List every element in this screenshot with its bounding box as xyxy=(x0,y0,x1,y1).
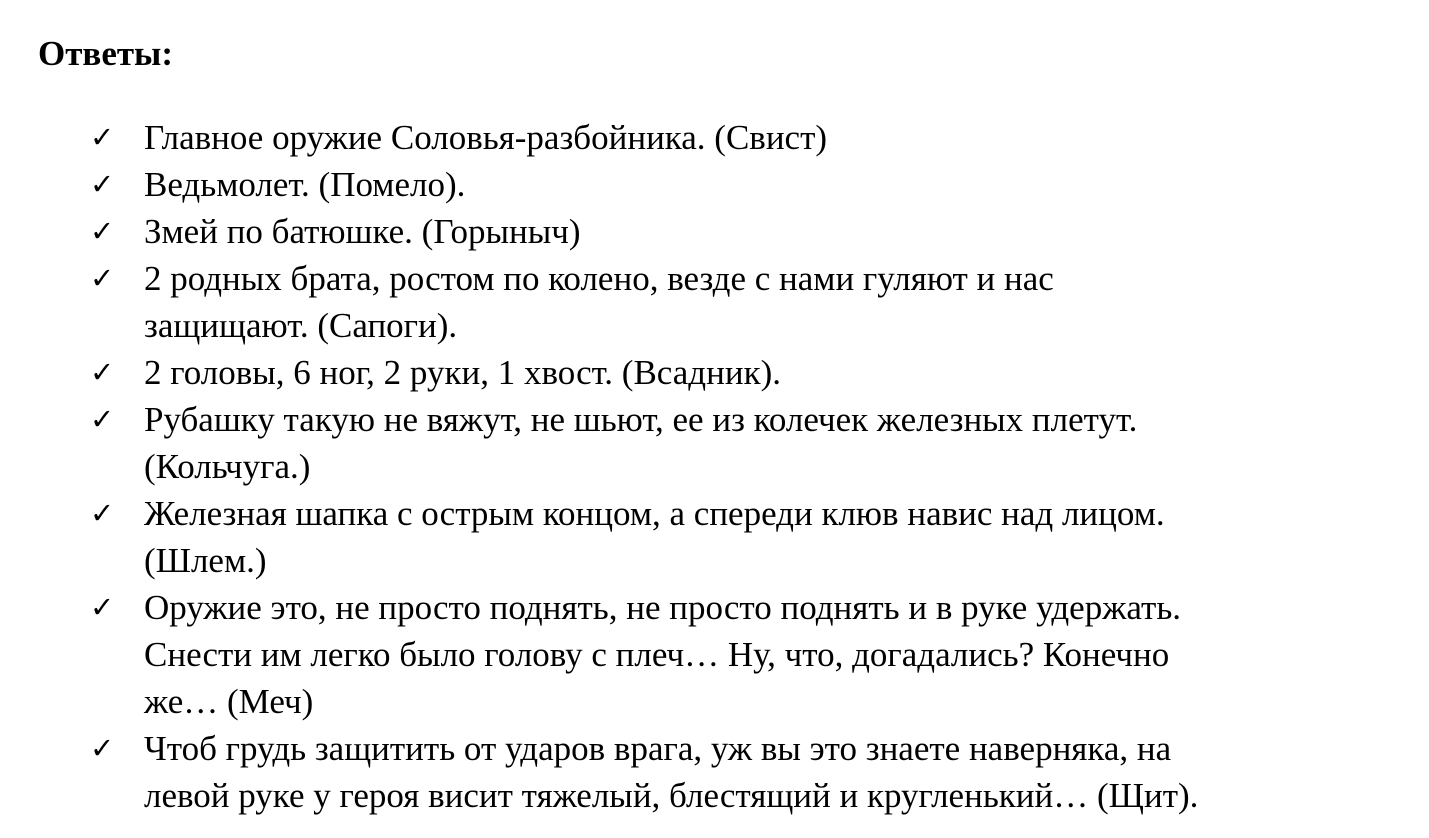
answer-text xyxy=(144,208,1410,255)
answer-text xyxy=(144,161,1410,208)
answer-line: Снести им легко было голову с плеч… Ну, что, догадались? Конечно xyxy=(144,635,1170,674)
answer-item xyxy=(90,396,1410,490)
checkmark-icon: ✓ xyxy=(90,590,115,624)
answers-list xyxy=(90,114,1410,819)
answer-text xyxy=(144,255,1410,349)
checkmark-icon: ✓ xyxy=(90,731,115,765)
answer-item xyxy=(90,161,1410,208)
answer-item xyxy=(90,255,1410,349)
answer-item xyxy=(90,114,1410,161)
answers-heading: Ответы: xyxy=(38,34,174,73)
answer-text xyxy=(144,490,1410,584)
answer-line: левой руке у героя висит тяжелый, блестящий и кругленький… (Щит). xyxy=(144,776,1199,815)
answer-item xyxy=(90,208,1410,255)
answer-item xyxy=(90,584,1410,725)
answer-line: (Кольчуга.) xyxy=(144,447,311,486)
answer-line: защищают. (Сапоги). xyxy=(144,306,458,345)
answer-line: Рубашку такую не вяжут, не шьют, ее из колечек железных плетут. xyxy=(144,400,1138,439)
answer-text xyxy=(144,584,1410,725)
answer-text xyxy=(144,725,1410,819)
answer-text xyxy=(144,349,1410,396)
checkmark-icon: ✓ xyxy=(90,402,115,436)
checkmark-icon: ✓ xyxy=(90,167,115,201)
answer-line: Ведьмолет. (Помело). xyxy=(144,165,466,204)
answer-text xyxy=(144,396,1410,490)
answer-line: же… (Меч) xyxy=(144,682,314,721)
answer-line: (Шлем.) xyxy=(144,541,267,580)
checkmark-icon: ✓ xyxy=(90,355,115,389)
answer-line: Чтоб грудь защитить от ударов врага, уж вы это знаете наверняка, на xyxy=(144,729,1172,768)
answer-line: Змей по батюшке. (Горыныч) xyxy=(144,212,581,251)
checkmark-icon: ✓ xyxy=(90,214,115,248)
answer-line: 2 родных брата, ростом по колено, везде с нами гуляют и нас xyxy=(144,259,1054,298)
answer-line: Оружие это, не просто поднять, не просто поднять и в руке удержать. xyxy=(144,588,1182,627)
answer-line: Железная шапка с острым концом, а спереди клюв навис над лицом. xyxy=(144,494,1165,533)
answer-item xyxy=(90,490,1410,584)
answer-text xyxy=(144,114,1410,161)
checkmark-icon: ✓ xyxy=(90,496,115,530)
checkmark-icon: ✓ xyxy=(90,261,115,295)
answer-item xyxy=(90,725,1410,819)
checkmark-icon: ✓ xyxy=(90,120,115,154)
answer-line: Главное оружие Соловья-разбойника. (Свист) xyxy=(144,118,828,157)
answer-item xyxy=(90,349,1410,396)
answer-line: 2 головы, 6 ног, 2 руки, 1 хвост. (Всадник). xyxy=(144,353,781,392)
